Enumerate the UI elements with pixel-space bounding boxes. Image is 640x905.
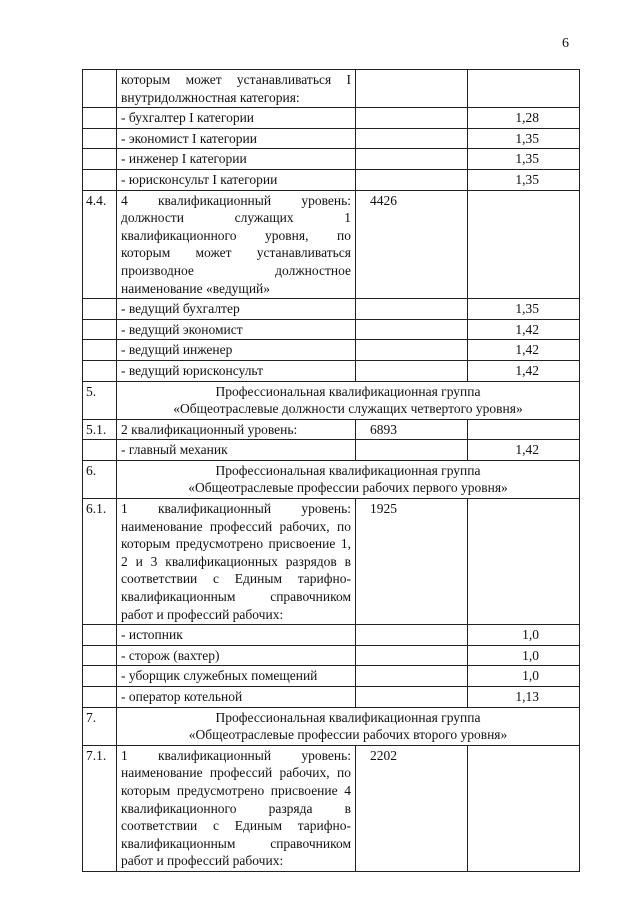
- table-row: [83, 745, 580, 871]
- coefficient: [468, 70, 580, 108]
- coefficient: 1,35: [468, 299, 580, 320]
- group-row: [83, 381, 580, 419]
- row-number: [83, 128, 117, 149]
- position-text: - ведущий бухгалтер: [117, 299, 356, 320]
- position-text: - ведущий экономист: [117, 319, 356, 340]
- position-text: - ведущий юрисконсульт: [117, 360, 356, 381]
- group-title-line1: Профессиональная квалификационная группа: [215, 383, 481, 399]
- base-salary: [356, 666, 468, 687]
- group-title-line2: «Общеотраслевые профессии рабочих первого уровня»: [188, 480, 508, 496]
- table-row: [83, 360, 580, 381]
- row-number: 6.1.: [83, 499, 117, 625]
- position-text: - оператор котельной: [117, 687, 356, 708]
- coefficient: 1,0: [468, 625, 580, 646]
- base-salary: 1925: [356, 499, 468, 625]
- position-text: - бухгалтер I категории: [117, 108, 356, 129]
- coefficient: 1,13: [468, 687, 580, 708]
- position-text: - ведущий инженер: [117, 340, 356, 361]
- row-number: [83, 625, 117, 646]
- base-salary: [356, 687, 468, 708]
- position-text: 4 квалификационный уровень: должности служащих 1 квалификационного уровня, по которым может устанавливаться производное должностное наименование «ведущий»: [117, 190, 356, 299]
- base-salary: [356, 128, 468, 149]
- base-salary: 2202: [356, 745, 468, 871]
- coefficient: 1,42: [468, 319, 580, 340]
- group-number: 7.: [83, 707, 117, 745]
- row-number: 5.1.: [83, 419, 117, 440]
- group-title: [117, 460, 580, 498]
- coefficient: 1,35: [468, 169, 580, 190]
- row-number: 7.1.: [83, 745, 117, 871]
- table-row: [83, 319, 580, 340]
- row-number: [83, 687, 117, 708]
- group-number: 5.: [83, 381, 117, 419]
- group-title-line2: «Общеотраслевые профессии рабочих второго уровня»: [188, 727, 508, 743]
- position-text: которым может устанавливаться I внутридолжностная категория:: [117, 70, 356, 108]
- row-number: [83, 108, 117, 129]
- row-number: [83, 70, 117, 108]
- position-text: - юрисконсульт I категории: [117, 169, 356, 190]
- row-number: [83, 340, 117, 361]
- table-row: [83, 190, 580, 299]
- row-number: [83, 169, 117, 190]
- table-row: [83, 169, 580, 190]
- group-title-line1: Профессиональная квалификационная группа: [215, 462, 481, 478]
- coefficient: 1,42: [468, 340, 580, 361]
- position-text: 1 квалификационный уровень: наименование профессий рабочих, по которым предусмотрено присвоение 1, 2 и 3 квалификационных разрядов в соответствии с Единым тарифно-квалификационным справочником работ и профессий рабочих:: [117, 499, 356, 625]
- group-row: [83, 460, 580, 498]
- base-salary: [356, 440, 468, 461]
- position-text: 2 квалификационный уровень:: [117, 419, 356, 440]
- row-number: [83, 645, 117, 666]
- coefficient: 1,35: [468, 149, 580, 170]
- position-text: - инженер I категории: [117, 149, 356, 170]
- salary-table: [82, 69, 580, 872]
- table-row: [83, 440, 580, 461]
- base-salary: [356, 149, 468, 170]
- coefficient: 1,35: [468, 128, 580, 149]
- row-number: [83, 149, 117, 170]
- base-salary: [356, 360, 468, 381]
- base-salary: [356, 70, 468, 108]
- table-row: [83, 149, 580, 170]
- position-text: 1 квалификационный уровень: наименование профессий рабочих, по которым предусмотрено присвоение 4 квалификационного разряда в соответствии с Единым тарифно-квалификационным справочником работ и профессий рабочих:: [117, 745, 356, 871]
- row-number: [83, 319, 117, 340]
- table-row: [83, 299, 580, 320]
- table-row: [83, 70, 580, 108]
- group-number: 6.: [83, 460, 117, 498]
- group-row: [83, 707, 580, 745]
- table-row: [83, 645, 580, 666]
- base-salary: [356, 319, 468, 340]
- table-row: [83, 419, 580, 440]
- base-salary: 4426: [356, 190, 468, 299]
- base-salary: [356, 645, 468, 666]
- table-row: [83, 666, 580, 687]
- position-text: - уборщик служебных помещений: [117, 666, 356, 687]
- coefficient: 1,42: [468, 440, 580, 461]
- table-row: [83, 625, 580, 646]
- table-row: [83, 687, 580, 708]
- row-number: [83, 360, 117, 381]
- table-row: [83, 499, 580, 625]
- position-text: - экономист I категории: [117, 128, 356, 149]
- row-number: 4.4.: [83, 190, 117, 299]
- group-title-line1: Профессиональная квалификационная группа: [215, 709, 481, 725]
- base-salary: [356, 169, 468, 190]
- table-row: [83, 108, 580, 129]
- table-row: [83, 340, 580, 361]
- table-row: [83, 128, 580, 149]
- coefficient: [468, 499, 580, 625]
- position-text: - истопник: [117, 625, 356, 646]
- coefficient: [468, 190, 580, 299]
- base-salary: [356, 108, 468, 129]
- page-number: 6: [562, 36, 569, 51]
- position-text: - сторож (вахтер): [117, 645, 356, 666]
- base-salary: [356, 625, 468, 646]
- base-salary: [356, 340, 468, 361]
- row-number: [83, 440, 117, 461]
- base-salary: [356, 299, 468, 320]
- row-number: [83, 299, 117, 320]
- base-salary: 6893: [356, 419, 468, 440]
- coefficient: 1,0: [468, 666, 580, 687]
- group-title: [117, 381, 580, 419]
- coefficient: [468, 745, 580, 871]
- group-title: [117, 707, 580, 745]
- group-title-line2: «Общеотраслевые должности служащих четвертого уровня»: [173, 401, 523, 417]
- coefficient: 1,0: [468, 645, 580, 666]
- row-number: [83, 666, 117, 687]
- coefficient: 1,28: [468, 108, 580, 129]
- position-text: - главный механик: [117, 440, 356, 461]
- coefficient: 1,42: [468, 360, 580, 381]
- coefficient: [468, 419, 580, 440]
